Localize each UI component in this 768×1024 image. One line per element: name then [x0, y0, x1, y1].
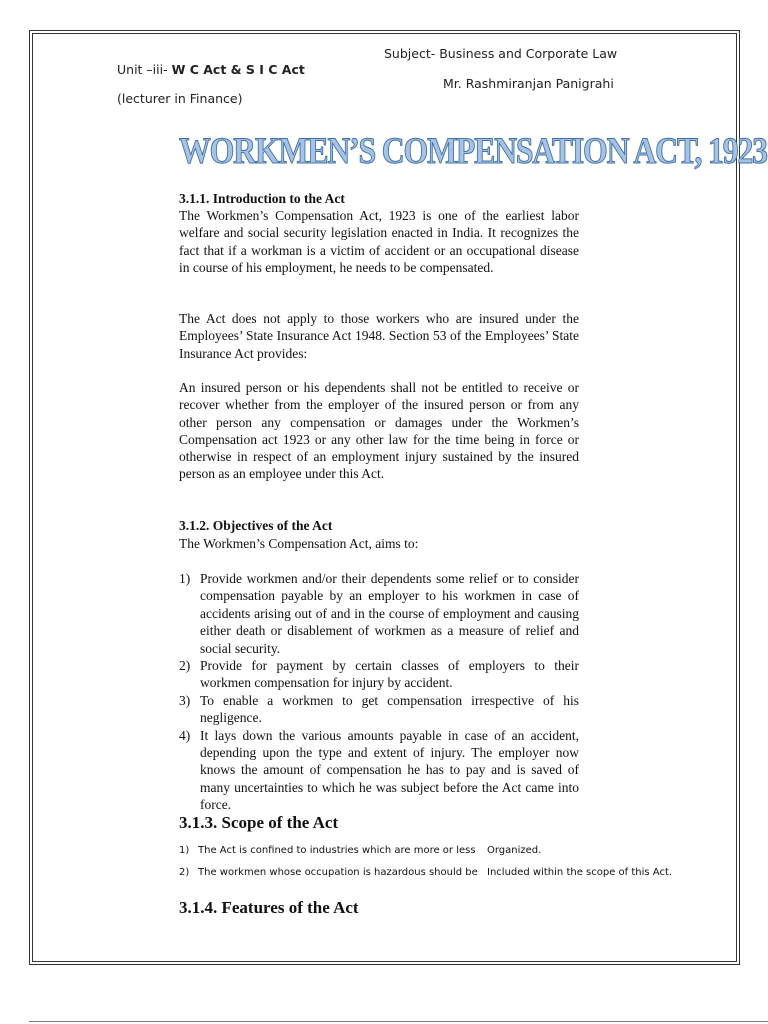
intro-paragraph-2: The Act does not apply to those workers who are insured under the Employees’ State Insurance Act 1948. Section 53 of the Employees’ State Insurance Act provides: [179, 311, 579, 361]
author-name: Mr. Rashmiranjan Panigrahi [443, 76, 614, 91]
page-break-rule [29, 1021, 768, 1022]
objectives-intro: The Workmen’s Compensation Act, aims to: [179, 536, 419, 551]
intro-paragraph-1: The Workmen’s Compensation Act, 1923 is one of the earliest labor welfare and social security legislation enacted in India. It recognizes the fact that if a workman is a victim of accident or an occupational disease in course of his employment, he needs to be compensated. [179, 208, 579, 275]
list-item-text: To enable a workmen to get compensation irrespective of his negligence. [200, 692, 579, 726]
list-item-text: It lays down the various amounts payable in case of an accident, depending upon the type and extent of injury. The employer now knows the amount of compensation he has to pay and is saved of many uncertainties to which he was subject before the Act came into force. [200, 727, 579, 813]
unit-prefix: Unit –iii- [117, 62, 172, 77]
objectives-list [179, 570, 579, 814]
list-item [179, 657, 579, 692]
scope-item-continuation: Included within the scope of this Act. [487, 867, 673, 878]
list-item-text: Provide workmen and/or their dependents some relief or to consider compensation payable by an employer to his workmen in case of accidents arising out of and in the course of employment and causing either death or disablement of workmen as a measure of relief and social security. [200, 571, 579, 656]
list-item-number: 4) [179, 727, 191, 743]
scope-item-number: 1) [179, 845, 190, 856]
list-item [179, 727, 579, 814]
unit-title: W C Act & S I C Act [171, 62, 305, 77]
section-heading-features: 3.1.4. Features of the Act [179, 898, 359, 917]
list-item-number: 3) [179, 692, 191, 708]
scope-item-number: 2) [179, 867, 190, 878]
author-role: (lecturer in Finance) [117, 91, 243, 106]
list-item-number: 1) [179, 571, 191, 586]
unit-line [117, 62, 305, 77]
section-heading-introduction: 3.1.1. Introduction to the Act [179, 191, 345, 206]
section-heading-scope: 3.1.3. Scope of the Act [179, 813, 339, 832]
list-item-text: Provide for payment by certain classes of employers to their workmen compensation for injury by accident. [200, 658, 579, 691]
list-item [179, 692, 579, 727]
scope-item [179, 867, 673, 878]
list-item-number: 2) [179, 658, 191, 674]
scope-item-text: The Act is confined to industries which are more or less [198, 845, 476, 856]
list-item [179, 570, 579, 657]
intro-paragraph-3: An insured person or his dependents shall not be entitled to receive or recover whether from the employer of the insured person or from any other person any compensation or damages under the Workmen’s Compensation act 1923 or any other law for the time being in force or otherwise in respect of an employment injury sustained by the insured person as an employee under this Act. [179, 380, 579, 482]
scope-item-continuation: Organized. [487, 845, 542, 856]
subject-line: Subject- Business and Corporate Law [384, 46, 618, 61]
section-heading-objectives: 3.1.2. Objectives of the Act [179, 518, 333, 533]
scope-item [179, 845, 542, 856]
scope-item-text: The workmen whose occupation is hazardous should be [198, 867, 478, 878]
document-title: WORKMEN’S COMPENSATION ACT, 1923 [179, 131, 767, 172]
